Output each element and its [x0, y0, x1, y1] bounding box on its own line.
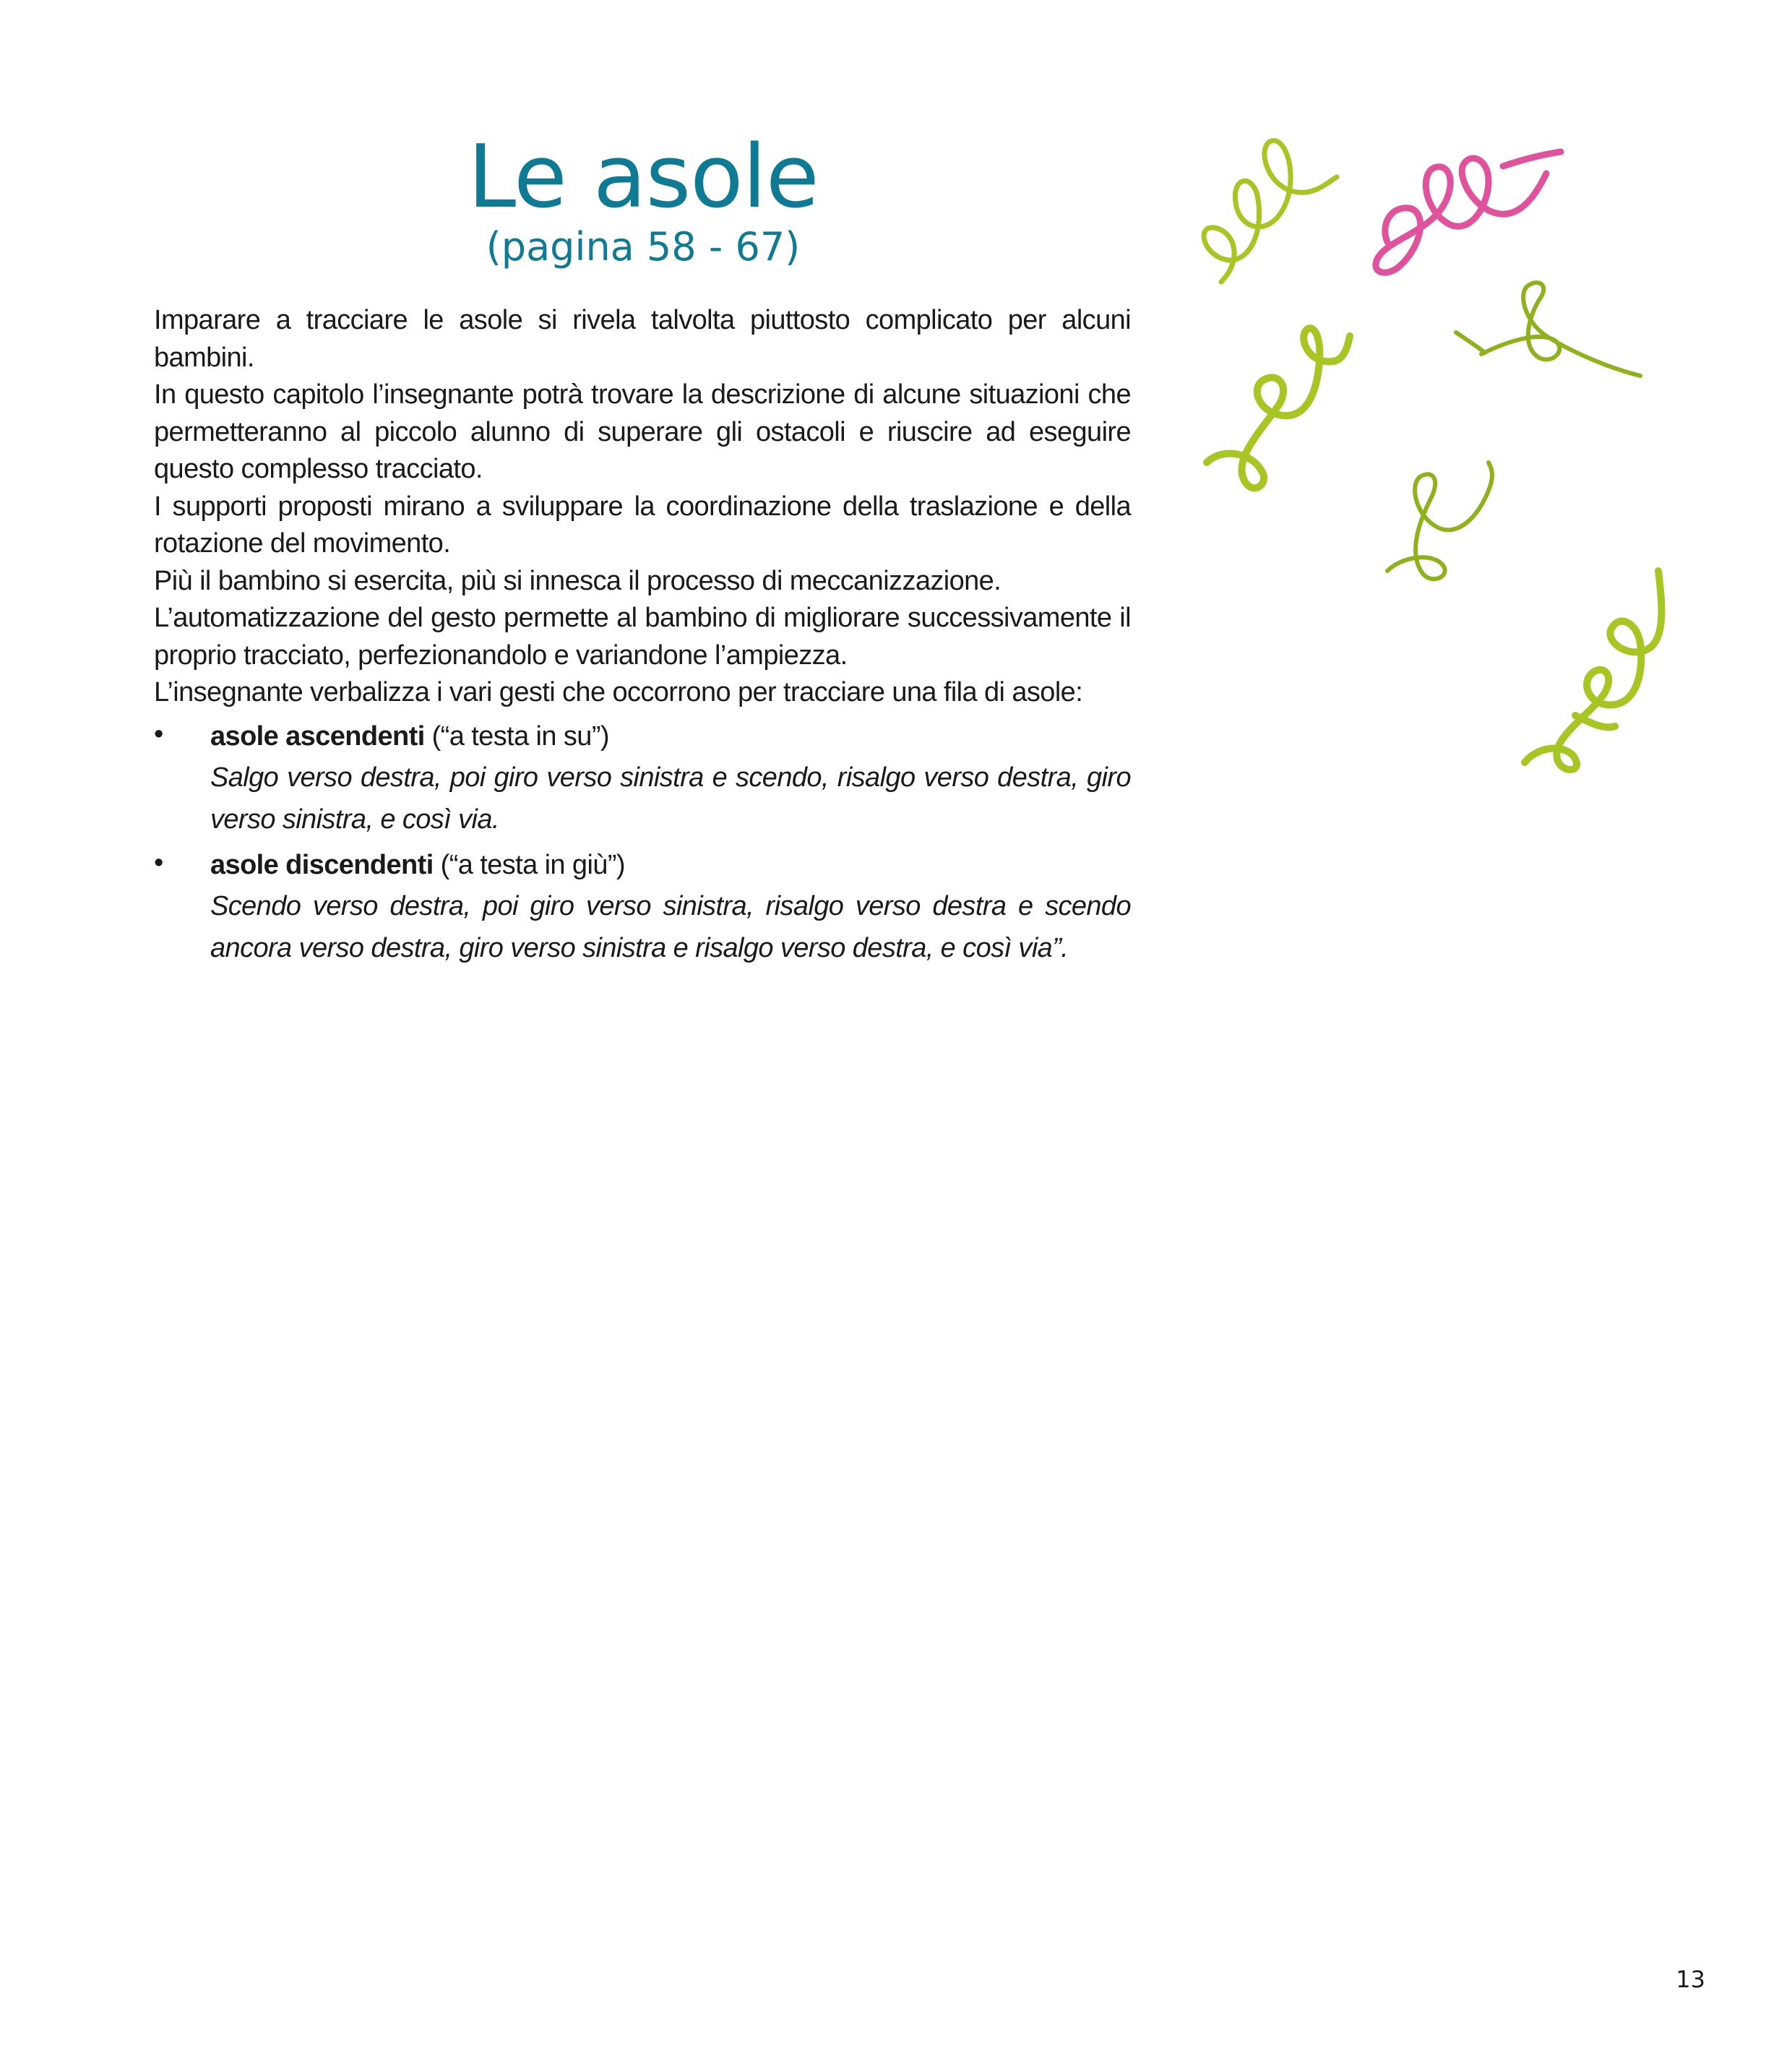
page-subtitle: (pagina 58 - 67) [486, 224, 801, 270]
bullet-marker: • [154, 718, 163, 749]
paragraph: Più il bambino si esercita, più si innesca il processo di meccanizzazione. [154, 565, 1001, 596]
paragraph: L’insegnante verbalizza i vari gesti che occorrono per tracciare una fila di asole: [154, 677, 1083, 707]
loop-stroke-green [1204, 141, 1337, 282]
title-block [152, 127, 1134, 270]
bullet-note: (“a testa in giù”) [433, 849, 625, 880]
list-item [154, 845, 1131, 969]
bullet-term: asole discendenti [210, 849, 434, 880]
bullet-list [154, 716, 1131, 969]
bullet-note: (“a testa in su”) [424, 720, 609, 752]
paragraph: L’automatizzazione del gesto permette al bambino di migliorare successivamente il proprio tracciato, perfezionandolo e variandone l’ampiezza. [154, 603, 1131, 671]
loop-stroke-pink [1376, 152, 1561, 272]
loop-stroke-green [1525, 571, 1661, 770]
handwritten-loops-icon [1199, 123, 1676, 802]
bullet-term: asole ascendenti [210, 720, 425, 752]
page-title: Le asole [468, 127, 819, 228]
page-number: 13 [1676, 1966, 1705, 1993]
bullet-description: Scendo verso destra, poi giro verso sinistra, risalgo verso destra e scendo ancora verso destra, giro verso sinistra e risalgo verso destra, e così via”. [210, 890, 1131, 963]
loop-stroke-green [1387, 462, 1492, 579]
loop-stroke-green [1207, 328, 1350, 488]
bullet-heading [210, 716, 1131, 757]
list-item [154, 716, 1131, 840]
paragraph: I supporti proposti mirano a sviluppare la coordinazione della traslazione e della rotazione del movimento. [154, 491, 1131, 559]
bullet-description: Salgo verso destra, poi giro verso sinistra e scendo, risalgo verso destra, giro verso sinistra, e così via. [210, 762, 1131, 835]
paragraph: In questo capitolo l’insegnante potrà trovare la descrizione di alcune situazioni che permetteranno al piccolo alunno di superare gli ostacoli e riuscire ad eseguire questo complesso tracciato. [154, 379, 1131, 484]
paragraph: Imparare a tracciare le asole si rivela talvolta piuttosto complicato per alcuni bambini. [154, 305, 1131, 373]
bullet-marker: • [154, 847, 163, 878]
body-text [154, 302, 1131, 969]
loop-stroke-green [1456, 283, 1640, 376]
bullet-heading [210, 845, 1131, 885]
